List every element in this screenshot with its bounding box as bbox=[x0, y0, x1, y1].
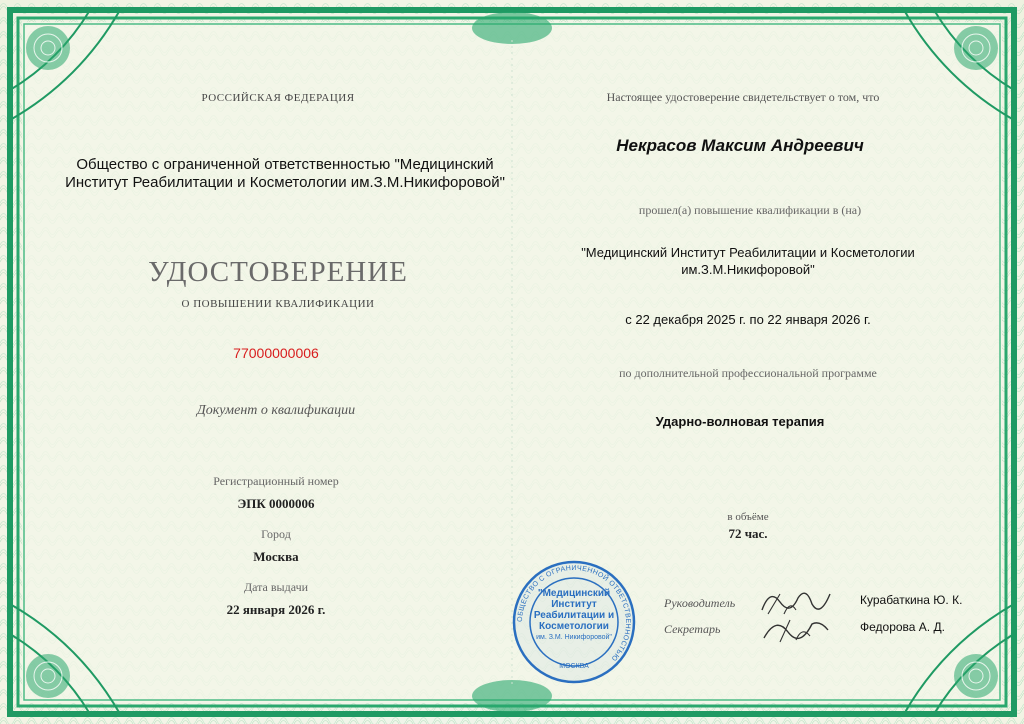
document-subtitle: О ПОВЫШЕНИИ КВАЛИФИКАЦИИ bbox=[181, 298, 375, 310]
city-label: Город bbox=[261, 527, 291, 541]
institution-name bbox=[581, 244, 915, 278]
institution-line-1: "Медицинский Институт Реабилитации и Косметологии bbox=[581, 245, 915, 260]
document-title: УДОСТОВЕРЕНИЕ bbox=[148, 256, 408, 288]
program-label: по дополнительной профессиональной программе bbox=[619, 366, 877, 380]
secretary-name: Федорова А. Д. bbox=[860, 620, 945, 634]
organization-line-2: Институт Реабилитации и Косметологии им.З.М.Никифоровой" bbox=[65, 174, 505, 191]
institution-line-2: им.З.М.Никифоровой" bbox=[681, 262, 815, 277]
training-period: с 22 декабря 2025 г. по 22 января 2026 г. bbox=[625, 312, 871, 327]
issue-date-label: Дата выдачи bbox=[243, 580, 309, 594]
program-name: Ударно-волновая терапия bbox=[655, 414, 825, 429]
stamp-line-3: Реабилитации и bbox=[533, 610, 615, 621]
stamp-line-5: им. З.М. Никифоровой" bbox=[536, 634, 612, 641]
country-label: РОССИЙСКАЯ ФЕДЕРАЦИЯ bbox=[201, 92, 355, 104]
volume-label: в объёме bbox=[727, 511, 769, 523]
document-type: Документ о квалификации bbox=[196, 403, 356, 418]
stamp-ring-text: ОБЩЕСТВО С ОГРАНИЧЕННОЙ ОТВЕТСТВЕННОСТЬЮ bbox=[516, 564, 632, 663]
intro-text: Настоящее удостоверение свидетельствует о том, что bbox=[606, 90, 880, 104]
stamp-line-1: "Медицинский bbox=[537, 588, 611, 599]
secretary-signature bbox=[764, 623, 828, 639]
stamp-city: МОСКВА bbox=[559, 663, 589, 670]
organization-name bbox=[65, 156, 505, 192]
head-label: Руководитель bbox=[664, 596, 736, 610]
stamp-center-text bbox=[512, 588, 636, 643]
recipient-name: Некрасов Максим Андреевич bbox=[616, 136, 864, 155]
institution-stamp bbox=[512, 560, 636, 684]
stamp-line-4: Косметологии bbox=[539, 621, 609, 632]
document-number: 77000000006 bbox=[233, 345, 319, 361]
stamp-line-2: Институт bbox=[551, 599, 597, 610]
registration-number: ЭПК 0000006 bbox=[237, 496, 315, 511]
signature-marks bbox=[750, 580, 840, 650]
volume-value: 72 час. bbox=[728, 526, 768, 541]
issue-date-value: 22 января 2026 г. bbox=[226, 602, 326, 617]
registration-label: Регистрационный номер bbox=[213, 474, 339, 488]
secretary-label: Секретарь bbox=[664, 622, 721, 636]
city-value: Москва bbox=[253, 549, 299, 564]
head-name: Курабаткина Ю. К. bbox=[860, 593, 963, 607]
passed-text: прошел(а) повышение квалификации в (на) bbox=[638, 203, 862, 217]
organization-line-1: Общество с ограниченной ответственностью "Медицинский bbox=[76, 156, 494, 173]
